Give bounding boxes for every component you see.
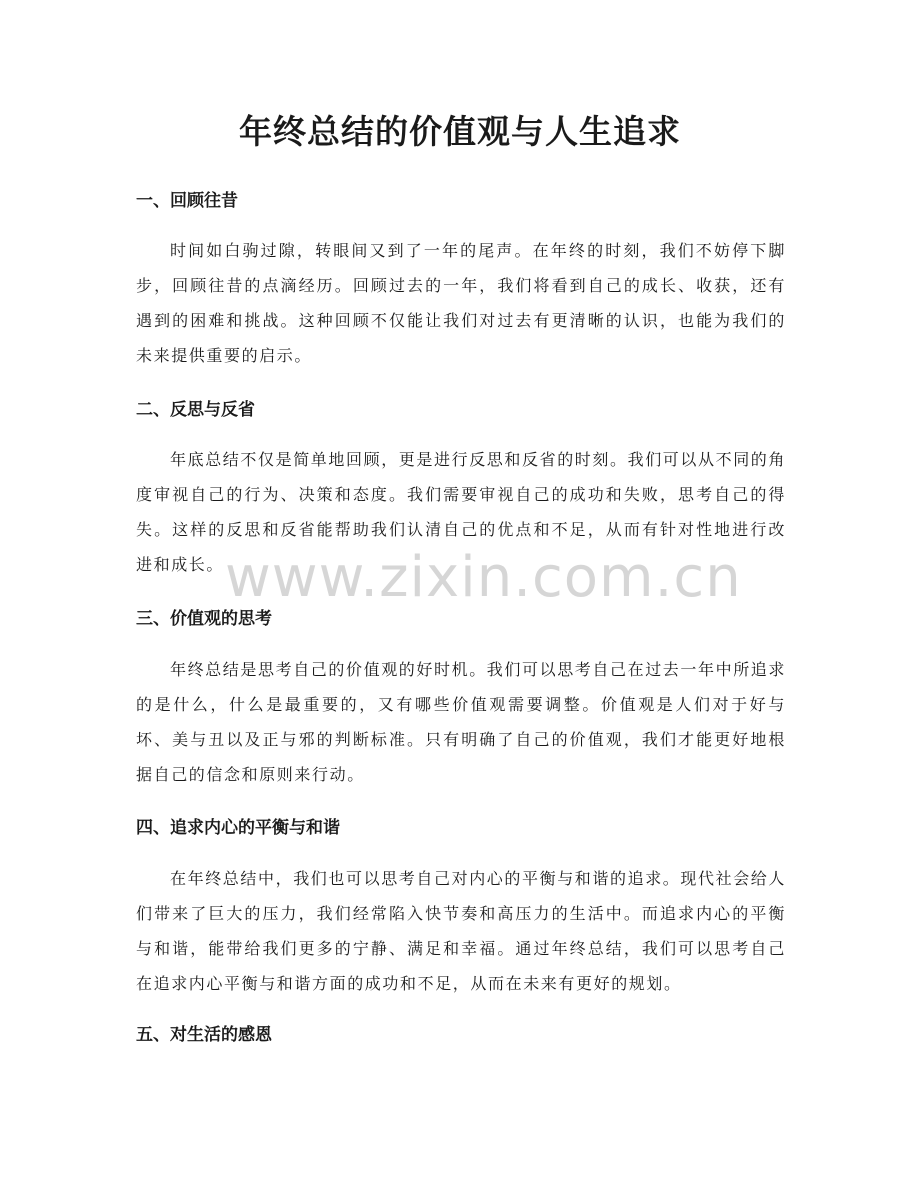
section-paragraph-3: 年终总结是思考自己的价值观的好时机。我们可以思考自己在过去一年中所追求的是什么，什么是最重要的，又有哪些价值观需要调整。价值观是人们对于好与坏、美与丑以及正与邪的判断标准。只有明确了自己的价值观，我们才能更好地根据自己的信念和原则来行动。 [136,660,787,784]
section-heading-3: 三、价值观的思考 [136,609,272,629]
section-paragraph-2: 年底总结不仅是简单地回顾，更是进行反思和反省的时刻。我们可以从不同的角度审视自己的行为、决策和态度。我们需要审视自己的成功和失败，思考自己的得失。这样的反思和反省能帮助我们认清自己的优点和不足，从而有针对性地进行改进和成长。 [136,450,787,574]
section-paragraph-1: 时间如白驹过隙，转眼间又到了一年的尾声。在年终的时刻，我们不妨停下脚步，回顾往昔的点滴经历。回顾过去的一年，我们将看到自己的成长、收获，还有遇到的困难和挑战。这种回顾不仅能让我们对过去有更清晰的认识，也能为我们的未来提供重要的启示。 [136,241,786,365]
section-heading-1: 一、回顾往昔 [136,191,238,211]
section-heading-2: 二、反思与反省 [136,400,255,420]
watermark-text: www.zixin.com.cn [225,545,742,610]
section-heading-5: 五、对生活的感恩 [136,1025,272,1045]
document-title: 年终总结的价值观与人生追求 [239,112,681,151]
section-heading-4: 四、追求内心的平衡与和谐 [136,818,340,838]
section-paragraph-4: 在年终总结中，我们也可以思考自己对内心的平衡与和谐的追求。现代社会给人们带来了巨大的压力，我们经常陷入快节奏和高压力的生活中。而追求内心的平衡与和谐，能带给我们更多的宁静、满足和幸福。通过年终总结，我们可以思考自己在追求内心平衡与和谐方面的成功和不足，从而在未来有更好的规划。 [136,869,787,993]
